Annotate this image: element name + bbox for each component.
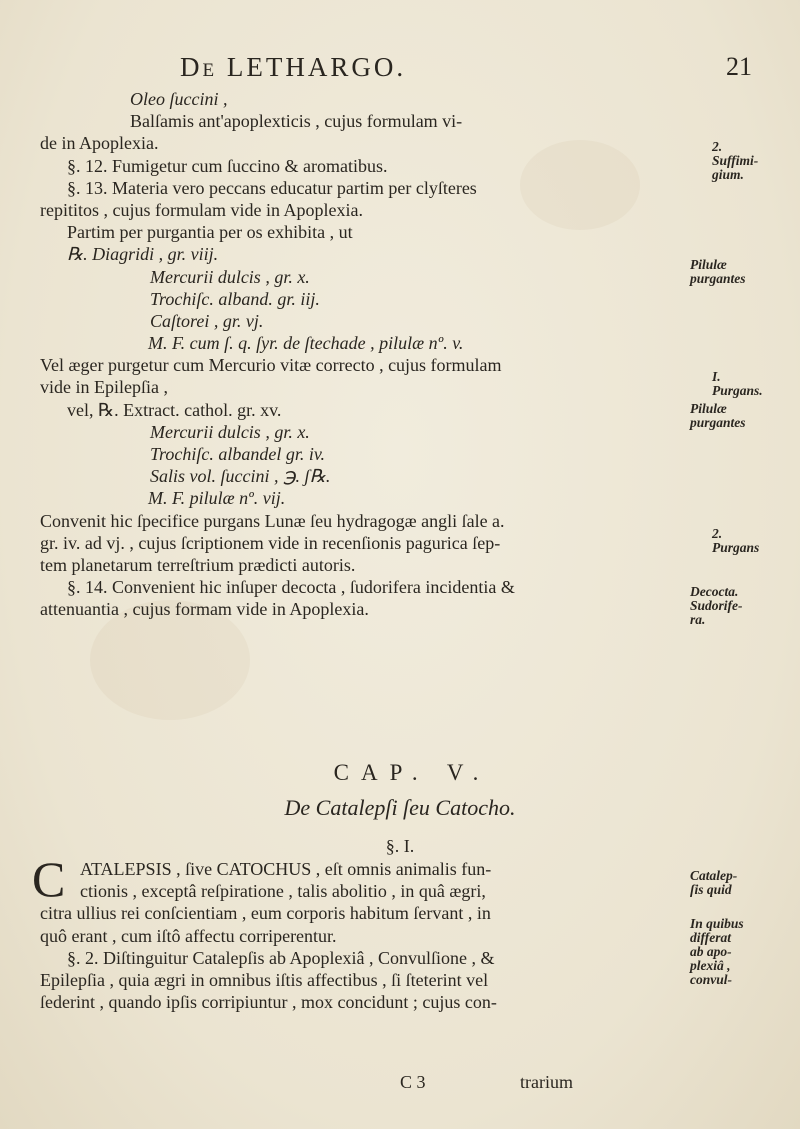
margin-note-line: Pilulæ [690,401,727,416]
margin-note [690,402,746,430]
page-number: 21 [726,52,752,81]
margin-note-line: In quibus [690,916,744,931]
chapter-heading: CAP. V. [333,760,491,785]
text-line: M. F. cum ſ. q. ſyr. de ſtechade , pilulæ nº. v. [148,333,464,354]
margin-note-line: ra. [690,612,706,627]
margin-note-line: 2. [712,139,723,154]
text-line: Convenit hic ſpecifice purgans Lunæ ſeu hydragogæ angli ſale a. [40,510,505,531]
text-line: quô erant , cum iſtô affectu corriperentur. [40,925,337,946]
margin-note-line: 2. [712,526,723,541]
text-line: Balſamis ant'apoplexticis , cujus formulam vi- [130,111,463,132]
page-header [180,52,760,88]
signature-mark: C 3 [400,1072,426,1092]
margin-note-line: Decocta. [690,584,739,599]
text-line: ATALEPSIS , ſive CATOCHUS , eſt omnis animalis fun- [80,859,492,879]
section-number: §. I. [385,836,415,856]
text-line: Mercurii dulcis , gr. x. [150,421,310,442]
text-line: Salis vol. ſuccini , ℈. ʃ℞. [150,466,331,487]
margin-notes [690,0,800,1129]
text-line: attenuantia , cujus formam vide in Apoplexia. [40,599,369,620]
margin-note [690,869,737,897]
text-line: citra ullius rei conſcientiam , eum corporis habitum ſervant , in [40,903,491,924]
margin-note-line: Pilulæ [690,257,727,272]
margin-note-line: ab apo- [690,944,732,959]
margin-note-line: Catalep- [690,868,738,883]
margin-note-line: convul- [690,972,732,987]
text-line: Epilepſia , quia ægri in omnibus iſtis affectibus , ſi ſteterint vel [40,969,489,990]
text-line: §. 12. Fumigetur cum ſuccino & aromatibus. [67,155,388,176]
margin-note-line: gium. [712,167,744,182]
margin-note-line: plexiâ , [690,958,731,973]
text-line: M. F. pilulæ nº. vij. [148,488,286,509]
drop-cap: C [32,851,66,907]
margin-note [690,258,746,286]
text-line: Caſtorei , gr. vj. [150,310,264,331]
catchword: trarium [520,1072,573,1092]
text-line: vel, ℞. Extract. cathol. gr. xv. [67,399,282,420]
text-line: de in Apoplexia. [40,133,159,154]
text-line: gr. iv. ad vj. , cujus ſcriptionem vide in recenſionis pagurica ſep- [40,532,501,553]
text-line: §. 14. Convenient hic inſuper decocta , ſudorifera incidentia & [67,577,515,598]
body-text [40,90,650,623]
text-line: ℞. Diagridi , gr. viij. [67,244,219,265]
text-line: tem planetarum terreſtrium prædicti autoris. [40,554,356,575]
margin-note-line: ſis quid [690,882,732,897]
text-line: Trochiſc. albandel gr. iv. [150,444,325,464]
margin-note [712,370,763,398]
margin-note-line: purgantes [690,271,746,286]
margin-note-line: Suffimi- [712,153,759,168]
text-line: Vel æger purgetur cum Mercurio vitæ correcto , cujus formulam [40,355,502,376]
text-line: ctionis , exceptâ reſpiratione , talis abolitio , in quâ ægri, [80,881,486,902]
chapter-body-text [40,860,650,1015]
margin-note [712,140,758,182]
text-line: repititos , cujus formulam vide in Apoplexia. [40,199,363,220]
margin-note-line: Purgans [712,540,760,555]
text-line: vide in Epilepſia , [40,377,168,398]
margin-note-line: Purgans. [712,383,763,398]
text-line: Oleo ſuccini , [130,89,228,109]
margin-note-line: I. [712,369,721,384]
text-line: Mercurii dulcis , gr. x. [150,266,310,287]
margin-note [690,585,743,627]
text-line: §. 13. Materia vero peccans educatur partim per clyſteres [67,177,477,198]
margin-note-line: purgantes [690,415,746,430]
chapter-subtitle: De Catalepſi ſeu Catocho. [284,795,516,820]
margin-note-line: Sudorife- [690,598,743,613]
margin-note [690,917,744,987]
text-line: Trochiſc. alband. gr. iij. [150,288,320,309]
margin-note-line: differat [690,930,731,945]
running-head: De LETHARGO. [180,52,407,82]
text-line: ſederint , quando ipſis corripiuntur , mox concidunt ; cujus con- [40,992,497,1013]
margin-note [712,527,759,555]
text-line: Partim per purgantia per os exhibita , ut [67,222,353,243]
text-line: §. 2. Diſtinguitur Catalepſis ab Apoplexiâ , Convulſione , & [67,947,495,968]
